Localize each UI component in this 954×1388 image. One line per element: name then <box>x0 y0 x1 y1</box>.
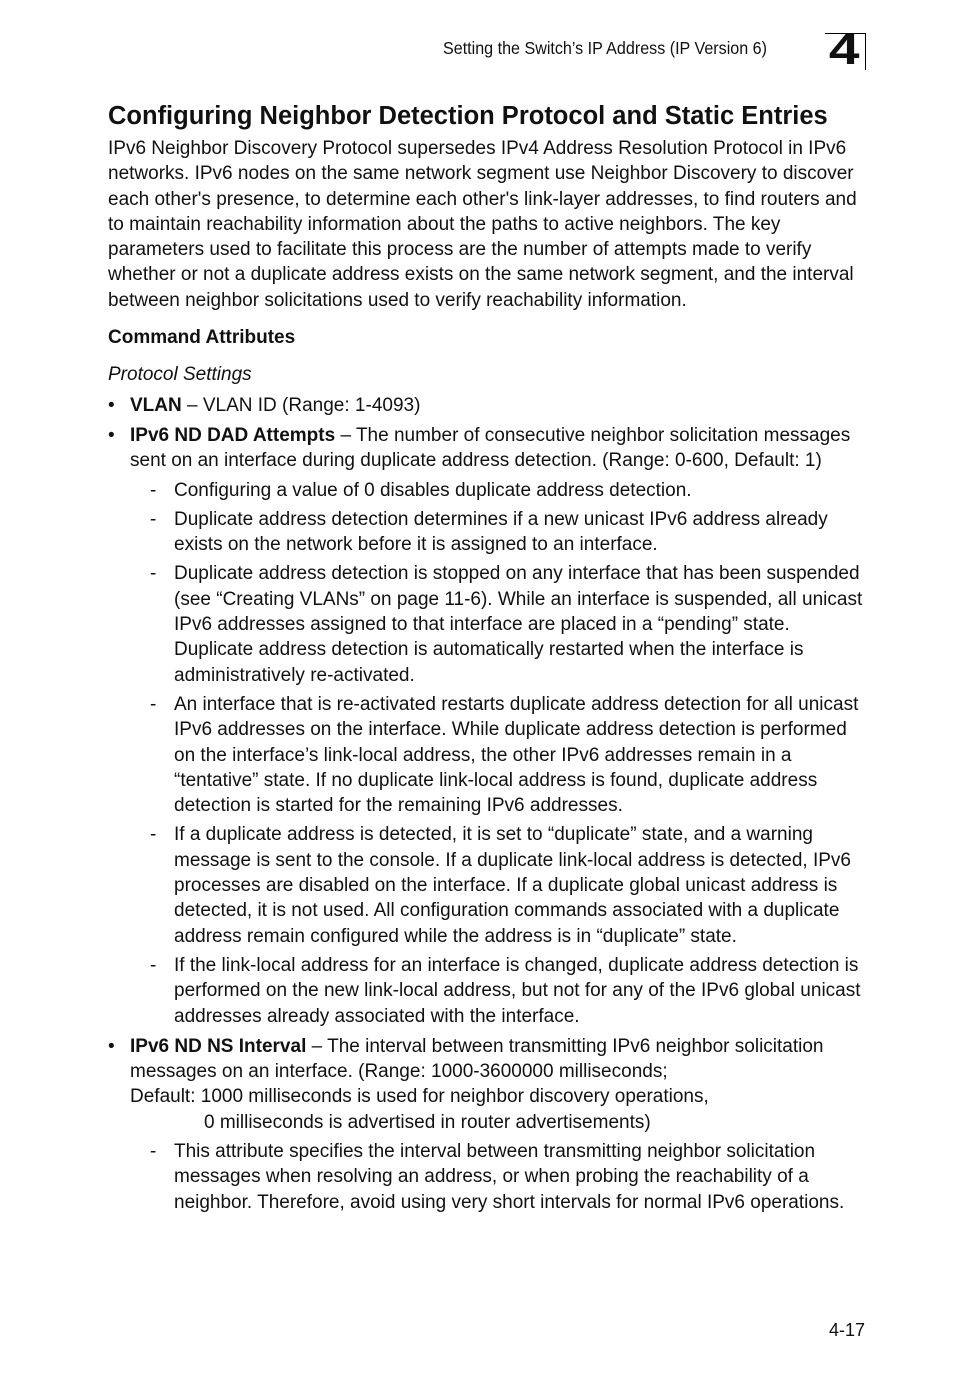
sub-item-text: If the link-local address for an interface is changed, duplicate address detection is performed on the new link-local address, but not for any of the IPv6 global unicast addresses already associated with the interface. <box>174 954 861 1027</box>
sub-item: - If the link-local address for an interface is changed, duplicate address detection is performed on the new link-local address, but not for any of the IPv6 global unicast addresses already associated with the interface. <box>150 954 861 1027</box>
intro-paragraph: IPv6 Neighbor Discovery Protocol supersedes IPv4 Address Resolution Protocol in IPv6 networks. IPv6 nodes on the same network segment use Neighbor Discovery to discover each other's presence, to determine each other's link-layer addresses, to find routers and to maintain reachability information about the paths to active neighbors. The key parameters used to facilitate this process are the number of attempts made to verify whether or not a duplicate address exists on the same network segment, and the interval between neighbor solicitations used to verify reachability information. <box>108 138 857 311</box>
default-line: Default: 1000 milliseconds is used for neighbor discovery operations, <box>130 1086 709 1108</box>
sub-item-text: If a duplicate address is detected, it is set to “duplicate” state, and a warning message is sent to the console. If a duplicate link-local address is detected, IPv6 processes are disabled on the interface. If a duplicate global unicast address is detected, it is not used. All configuration commands associated with a duplicate address remain configured while the address is in “duplicate” state. <box>174 824 851 947</box>
attribute-description: – VLAN ID (Range: 1-4093) <box>181 394 421 416</box>
sub-item: - Configuring a value of 0 disables duplicate address detection. <box>150 479 692 501</box>
attribute-label: IPv6 ND NS Interval <box>130 1035 307 1057</box>
attribute-description: – The interval between transmitting IPv6 neighbor solicitation messages on an interface. (Range: 1000-3600000 milliseconds; <box>130 1035 824 1083</box>
command-attributes-heading: Command Attributes <box>108 327 296 349</box>
section-title: Configuring Neighbor Detection Protocol and Static Entries <box>108 102 828 130</box>
default-line-2: 0 milliseconds is advertised in router advertisements) <box>204 1111 651 1133</box>
sub-list <box>130 478 868 1029</box>
sub-list <box>130 1139 868 1215</box>
page-content <box>108 100 868 1215</box>
attribute-vlan <box>108 393 868 418</box>
chapter-number: 4 <box>828 25 859 74</box>
attribute-description: – The number of consecutive neighbor solicitation messages sent on an interface during duplicate address detection. (Range: 0-600, Default: 1) <box>130 424 851 472</box>
page-number: 4-17 <box>829 1320 866 1340</box>
protocol-settings-heading: Protocol Settings <box>108 364 252 386</box>
attribute-label: VLAN <box>130 394 182 416</box>
sub-item-text: Duplicate address detection determines if a new unicast IPv6 address already exists on the network before it is assigned to an interface. <box>174 508 828 556</box>
sub-item-text: Configuring a value of 0 disables duplicate address detection. <box>174 479 692 501</box>
sub-item-text: An interface that is re-activated restarts duplicate address detection for all unicast IPv6 addresses on the interface. While duplicate address detection is performed on the interface’s link-local address, the other IPv6 addresses remain in a “tentative” state. If no duplicate link-local address is found, duplicate address detection is started for the remaining IPv6 addresses. <box>174 693 859 817</box>
attribute-list <box>108 393 868 1215</box>
sub-item: - Duplicate address detection determines if a new unicast IPv6 address already exists on the network before it is assigned to an interface. <box>150 508 828 556</box>
sub-item-text: This attribute specifies the interval between transmitting neighbor solicitation messages when resolving an address, or when probing the reachability of a neighbor. Therefore, avoid using very short intervals for normal IPv6 operations. <box>174 1140 845 1213</box>
sub-item: - This attribute specifies the interval between transmitting neighbor solicitation messages when resolving an address, or when probing the reachability of a neighbor. Therefore, avoid using very short intervals for normal IPv6 operations. <box>150 1140 845 1213</box>
chapter-tab <box>825 25 866 74</box>
sub-item: - If a duplicate address is detected, it is set to “duplicate” state, and a warning message is sent to the console. If a duplicate link-local address is detected, IPv6 processes are disabled on the interface. If a duplicate global unicast address is detected, it is not used. All configuration commands associated with a duplicate address remain configured while the address is in “duplicate” state. <box>150 824 851 947</box>
attribute-ns-interval <box>108 1034 868 1215</box>
sub-item-text: Duplicate address detection is stopped on any interface that has been suspended (see “Creating VLANs” on page 11-6). While an interface is suspended, all unicast IPv6 addresses assigned to that interface are placed in a “pending” state. Duplicate address detection is automatically restarted when the interface is administratively re-activated. <box>174 563 863 686</box>
sub-item: - An interface that is re-activated restarts duplicate address detection for all unicast IPv6 addresses on the interface. While duplicate address detection is performed on the interface’s link-local address, the other IPv6 addresses remain in a “tentative” state. If no duplicate link-local address is found, duplicate address detection is started for the remaining IPv6 addresses. <box>150 693 859 817</box>
attribute-dad-attempts <box>108 423 868 1029</box>
running-header: Setting the Switch’s IP Address (IP Version 6) <box>443 38 767 58</box>
sub-item: - Duplicate address detection is stopped on any interface that has been suspended (see “Creating VLANs” on page 11-6). While an interface is suspended, all unicast IPv6 addresses assigned to that interface are placed in a “pending” state. Duplicate address detection is automatically restarted when the interface is administratively re-activated. <box>150 563 863 686</box>
attribute-label: IPv6 ND DAD Attempts <box>130 424 336 446</box>
